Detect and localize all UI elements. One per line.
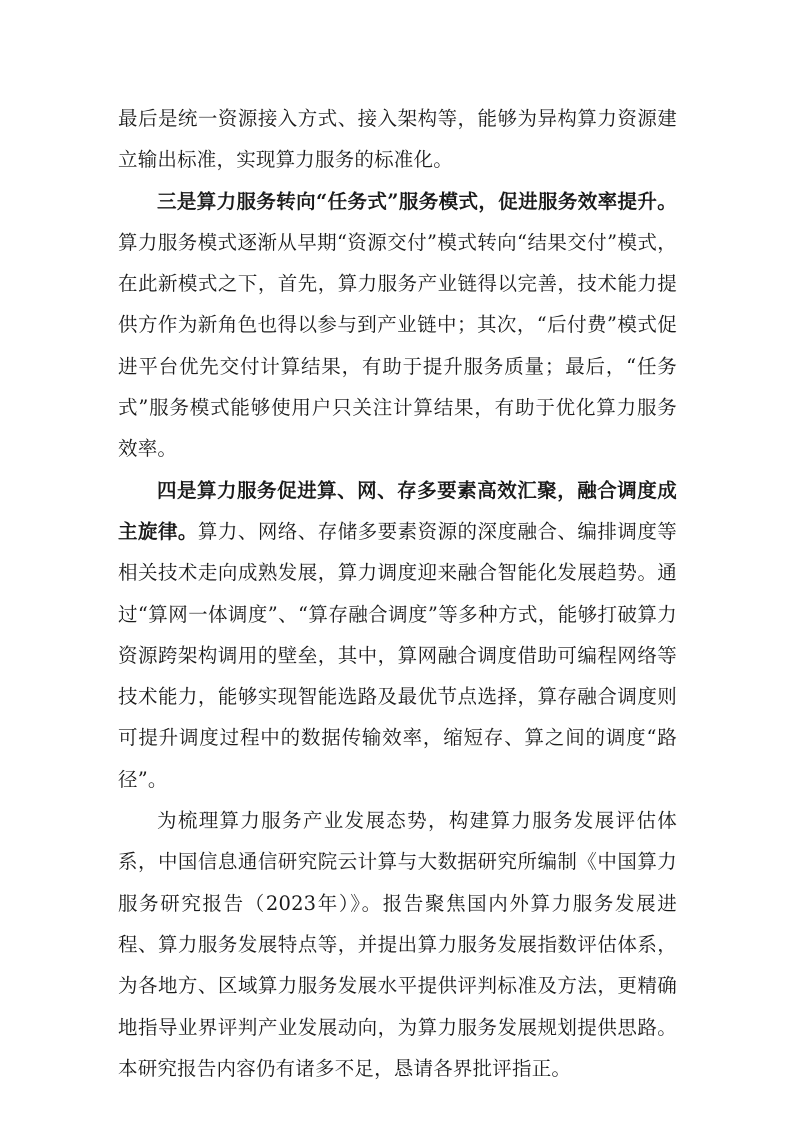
paragraph-text: 算力、网络、存储多要素资源的深度融合、编排调度等相关技术走向成熟发展，算力调度迎来融合智能化发展趋势。通过“算网一体调度”、“算存融合调度”等多种方式，能够打破算力资源跨架构调用的壁垒，其中，算网融合调度借助可编程网络等技术能力，能够实现智能选路及最优节点选择，算存融合调度则可提升调度过程中的数据传输效率，缩短存、算之间的调度“路径”。 bbox=[118, 519, 677, 791]
paragraph-point-three bbox=[118, 181, 677, 470]
paragraph-text: 算力服务模式逐渐从早期“资源交付”模式转向“结果交付”模式，在此新模式之下，首先，算力服务产业链得以完善，技术能力提供方作为新角色也得以参与到产业链中；其次，“后付费”模式促进平台优先交付计算结果，有助于提升服务质量；最后，“任务式”服务模式能够使用户只关注计算结果，有助于优化算力服务效率。 bbox=[118, 230, 677, 461]
paragraph-lead-bold: 四是算力服务促进算、网、存多要素高效汇聚，融合调度成主旋律。 bbox=[118, 478, 677, 543]
paragraph-lead-bold: 三是算力服务转向“任务式”服务模式，促进服务效率提升。 bbox=[157, 189, 677, 213]
paragraph-point-four bbox=[118, 470, 677, 800]
paragraph-text: 最后是统一资源接入方式、接入架构等，能够为异构算力资源建立输出标准，实现算力服务的标准化。 bbox=[118, 107, 677, 172]
paragraph-continuation bbox=[118, 98, 677, 181]
paragraph-report-intro bbox=[118, 800, 677, 1089]
paragraph-text: 为梳理算力服务产业发展态势，构建算力服务发展评估体系，中国信息通信研究院云计算与大数据研究所编制《中国算力服务研究报告（2023年）》。报告聚焦国内外算力服务发展进程、算力服务发展特点等，并提出算力服务发展指数评估体系，为各地方、区域算力服务发展水平提供评判标准及方法，更精确地指导业界评判产业发展动向，为算力服务发展规划提供思路。本研究报告内容仍有诸多不足，恳请各界批评指正。 bbox=[118, 809, 677, 1080]
